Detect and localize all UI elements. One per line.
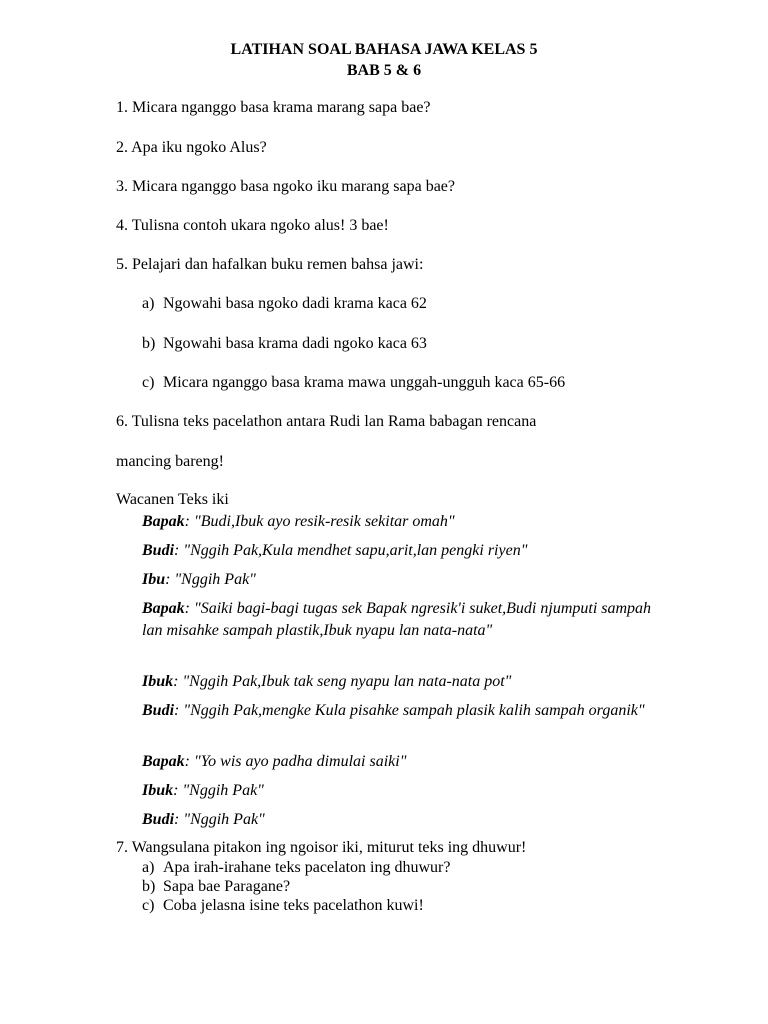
item-text: Ngowahi basa krama dadi ngoko kaca 63 [163,335,427,352]
question-7-item-c [142,896,424,915]
dialogue-speaker: Ibuk [142,673,174,690]
dialogue-speaker: Budi [142,702,175,719]
dialogue-text: : "Yo wis ayo padha dimulai saiki" [184,753,407,770]
item-label: b) [142,335,156,352]
question-5: 5. Pelajari dan hafalkan buku remen bahsa jawi: [116,256,424,273]
dialogue-line [142,598,652,642]
dialogue-speaker: Bapak [142,753,185,770]
dialogue-speaker: Budi [142,811,175,828]
dialogue-text: : "Nggih Pak" [165,571,256,588]
dialogue-text: : "Budi,Ibuk ayo resik-resik sekitar omah" [184,513,455,530]
dialogue-text: : "Saiki bagi-bagi tugas sek Bapak ngresik'i suket,Budi njumputi sampah lan misahke sampah plastik,Ibuk nyapu lan nata-nata" [142,600,652,639]
document-subtitle: BAB 5 & 6 [346,62,422,79]
dialogue-line [142,569,652,591]
question-1: 1. Micara nganggo basa krama marang sapa bae? [116,99,431,116]
item-label: b) [142,878,156,895]
dialogue-text: : "Nggih Pak" [174,811,265,828]
question-7: 7. Wangsulana pitakon ing ngoisor iki, miturut teks ing dhuwur! [116,839,527,856]
item-label: a) [142,295,155,312]
dialogue-text: : "Nggih Pak,mengke Kula pisahke sampah plasik kalih sampah organik" [174,702,645,719]
item-text: Sapa bae Paragane? [163,878,291,895]
document-title: LATIHAN SOAL BAHASA JAWA KELAS 5 [230,41,538,58]
dialogue-line [142,671,652,693]
item-text: Apa irah-irahane teks pacelaton ing dhuwur? [163,859,451,876]
question-5-item-a [142,294,427,314]
item-label: c) [142,897,155,914]
dialogue-line [142,751,652,773]
dialogue-line [142,540,652,562]
item-text: Micara nganggo basa krama mawa unggah-ungguh kaca 65-66 [163,374,566,391]
dialogue-speaker: Bapak [142,600,185,617]
question-3: 3. Micara nganggo basa ngoko iku marang sapa bae? [116,178,455,195]
question-7-item-b [142,877,290,896]
question-5-item-c [142,373,565,393]
dialogue-speaker: Bapak [142,513,185,530]
question-2: 2. Apa iku ngoko Alus? [116,139,267,156]
item-label: a) [142,859,155,876]
item-text: Coba jelasna isine teks pacelathon kuwi! [163,897,424,914]
dialogue-speaker: Ibuk [142,782,174,799]
reading-intro: Wacanen Teks iki [116,491,229,508]
item-text: Ngowahi basa ngoko dadi krama kaca 62 [163,295,427,312]
question-6-line-1: 6. Tulisna teks pacelathon antara Rudi lan Rama babagan rencana [116,413,537,430]
question-7-item-a [142,858,450,877]
question-4: 4. Tulisna contoh ukara ngoko alus! 3 bae! [116,217,389,234]
dialogue-text: : "Nggih Pak" [173,782,264,799]
question-5-item-b [142,334,427,354]
dialogue-text: : "Nggih Pak,Kula mendhet sapu,arit,lan pengki riyen" [174,542,528,559]
dialogue-line [142,511,652,533]
dialogue-text: : "Nggih Pak,Ibuk tak seng nyapu lan nata-nata pot" [173,673,512,690]
dialogue-line [142,780,652,802]
dialogue-speaker: Ibu [142,571,166,588]
dialogue-line [142,700,652,722]
dialogue-line [142,809,652,831]
item-label: c) [142,374,155,391]
question-6-line-2: mancing bareng! [116,453,224,470]
dialogue-speaker: Budi [142,542,175,559]
